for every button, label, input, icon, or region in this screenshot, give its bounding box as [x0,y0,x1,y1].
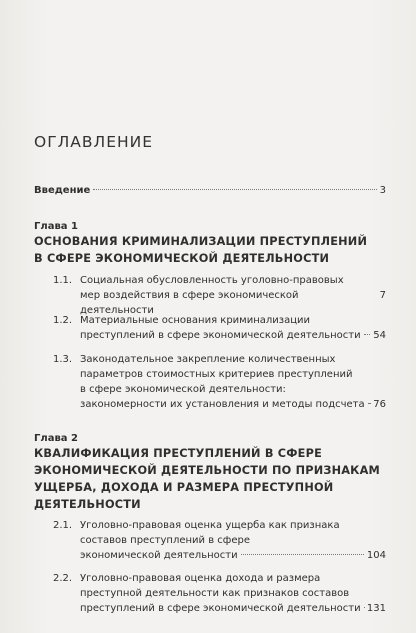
chapter-title-line: В СФЕРЕ ЭКОНОМИЧЕСКОЙ ДЕЯТЕЛЬНОСТИ [34,252,330,265]
chapter-title-line: КВАЛИФИКАЦИЯ ПРЕСТУПЛЕНИЙ В СФЕРЕ [34,447,322,460]
chapter-title-line: ЭКОНОМИЧЕСКОЙ ДЕЯТЕЛЬНОСТИ ПО ПРИЗНАКАМ [34,464,381,477]
leader-dots [368,403,371,404]
entry-line: Уголовно-правовая оценка ущерба как признака [80,520,340,531]
entry-line: параметров стоимостных критериев преступлений [80,369,353,380]
page-number: 76 [373,399,386,410]
leader-dots [241,554,364,555]
chapter-1-title[interactable] [34,233,384,267]
entry-line: Материальные основания криминализации [80,315,311,326]
entry-line: Уголовно-правовая оценка дохода и размера [80,573,321,584]
toc-title: ОГЛАВЛЕНИЕ [34,133,154,151]
page-number: 104 [366,550,386,561]
leader-dots [364,334,371,335]
chapter-2-label: Глава 2 [34,433,78,444]
chapter-title-line: УЩЕРБА, ДОХОДА И РАЗМЕРА ПРЕСТУПНОЙ [34,481,334,494]
entry-line: Социальная обусловленность уголовно-правовых [80,275,344,286]
entry-line: Законодательное закрепление количественных [80,354,336,365]
entry-line: преступлений в сфере экономической деятельности [80,330,361,341]
chapter-title-line: ОСНОВАНИЯ КРИМИНАЛИЗАЦИИ ПРЕСТУПЛЕНИЙ [34,235,368,248]
chapter-title-line: ДЕЯТЕЛЬНОСТИ [34,498,141,511]
entry-line: экономической деятельности [80,550,238,561]
section-number: 2.2. [53,573,73,584]
toc-entry-1-1[interactable] [53,273,386,316]
entry-line: мер воздействия в сфере экономической деятельности [80,290,299,316]
section-number: 2.1. [53,520,73,531]
toc-entry-introduction[interactable] [34,185,386,196]
section-number: 1.3. [53,354,73,365]
toc-entry-2-2[interactable] [53,571,386,616]
page-number: 54 [373,330,386,341]
page-number: 131 [366,603,386,614]
entry-line: в сфере экономической деятельности: [80,384,286,395]
leader-dots [93,189,376,190]
entry-line: составов преступлений в сфере [80,535,250,546]
toc-entry-1-3[interactable] [53,352,386,412]
chapter-2-title[interactable] [34,445,384,513]
page-number: 7 [379,290,386,301]
entry-line: закономерности их установления и методы подсчета [80,399,365,410]
page-number: 3 [379,185,386,196]
toc-entry-2-1[interactable] [53,518,386,563]
toc-entry-1-2[interactable] [53,313,386,343]
entry-line: преступной деятельности как признаков составов [80,588,350,599]
entry-line: преступлений в сфере экономической деятельности [80,603,361,614]
intro-label: Введение [34,185,91,196]
section-number: 1.2. [53,315,73,326]
chapter-1-label: Глава 1 [34,221,78,232]
section-number: 1.1. [53,275,73,286]
